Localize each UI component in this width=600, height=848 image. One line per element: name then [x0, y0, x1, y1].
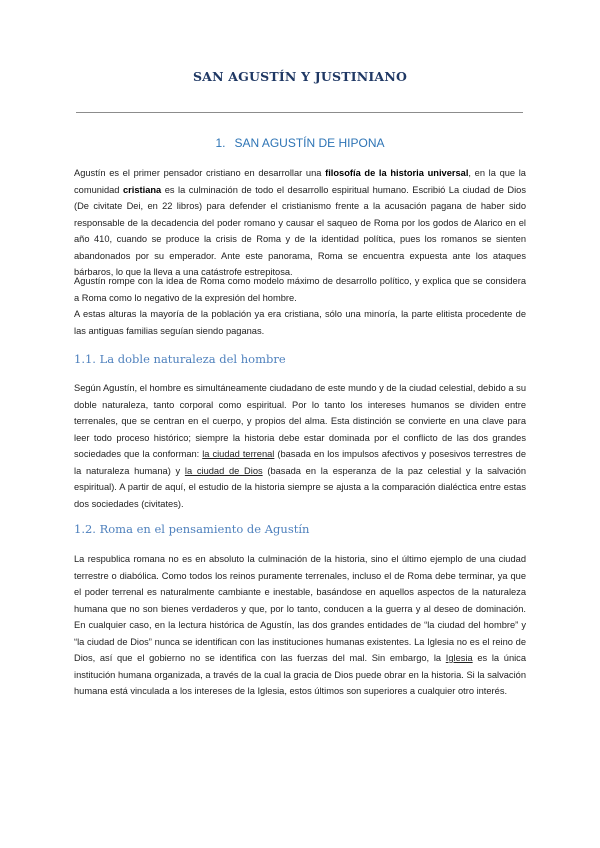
section-1-1-heading: 1.1. La doble naturaleza del hombre [74, 352, 286, 366]
section-1-paragraph-2: Agustín rompe con la idea de Roma como modelo máximo de desarrollo político, y explica que se considera a Roma como lo negativo de la expresión del hombre. [74, 276, 526, 303]
section-1-2-heading: 1.2. Roma en el pensamiento de Agustín [74, 522, 310, 536]
section-1-number: 1. [215, 136, 226, 150]
document-title: SAN AGUSTÍN Y JUSTINIANO [192, 69, 408, 84]
section-1-heading [0, 136, 600, 150]
section-1-title: SAN AGUSTÍN DE HIPONA [234, 136, 385, 150]
section-1-paragraph-1: Agustín es el primer pensador cristiano en desarrollar una filosofía de la historia universal, en la que la comunidad cristiana es la culminación de todo el desarrollo espiritual humano. Escribió La ciudad de Dios (De civitate Dei, en 22 libros) para defender el cristianismo frente a la acusación pagana de haber sido responsable de la decadencia del poder romano y causar el saqueo de Roma por los godos de Alarico en el año 410, cuando se produce la crisis de Roma y de la identidad política, pues los romanos se sienten abandonados por su emperador. Ante este panorama, Roma se encuentra expuesta ante los ataques bárbaros, lo que la lleva a una catástrofe estrepitosa. [74, 168, 526, 277]
title-divider [76, 112, 523, 113]
section-1-paragraph-3: A estas alturas la mayoría de la población ya era cristiana, sólo una minoría, la parte elitista procedente de las antiguas familias seguían siendo paganas. [74, 309, 526, 336]
section-1-1-paragraph: Según Agustín, el hombre es simultáneamente ciudadano de este mundo y de la ciudad celestial, debido a su doble naturaleza, tanto corporal como espiritual. Por lo tanto los intereses humanos se dividen entre terrenales, que se centran en el cuerpo, y propios del alma. Esta distinción se convierte en una clave para leer todo proceso histórico; siempre la historia debe estar dominada por el conflicto de las dos grandes sociedades que la conforman: la ciudad terrenal (basada en los impulsos afectivos y posesivos terrestres de la naturaleza humana) y la ciudad de Dios (basada en la esperanza de la paz celestial y la salvación espiritual). A partir de aquí, el estudio de la historia siempre se ajusta a la comparación dialéctica entre estas dos sociedades (civitates). [74, 383, 526, 509]
section-1-2-paragraph: La respublica romana no es en absoluto la culminación de la historia, sino el último ejemplo de una ciudad terrestre o diabólica. Como todos los reinos puramente terrenales, incluso el de Roma debe terminar, ya que el poder terrenal es naturalmente cambiante e inestable, basándose en aquellos aspectos de la naturaleza humana que no son bienes verdaderos y que, por lo tanto, conducen a la guerra y al deseo de dominación. En cualquier caso, en la lectura histórica de Agustín, las dos grandes entidades de “la ciudad del hombre” y “la ciudad de Dios” nunca se identifican con las instituciones humanas existentes. La Iglesia no es el reino de Dios, así que el gobierno no se identifica con las fuerzas del mal. Sin embargo, la Iglesia es la única institución humana organizada, a través de la cual la gracia de Dios puede obrar en la historia. Si la salvación humana está vinculada a los intereses de la Iglesia, estos últimos son superiores a cualquier otro interés. [74, 554, 527, 696]
